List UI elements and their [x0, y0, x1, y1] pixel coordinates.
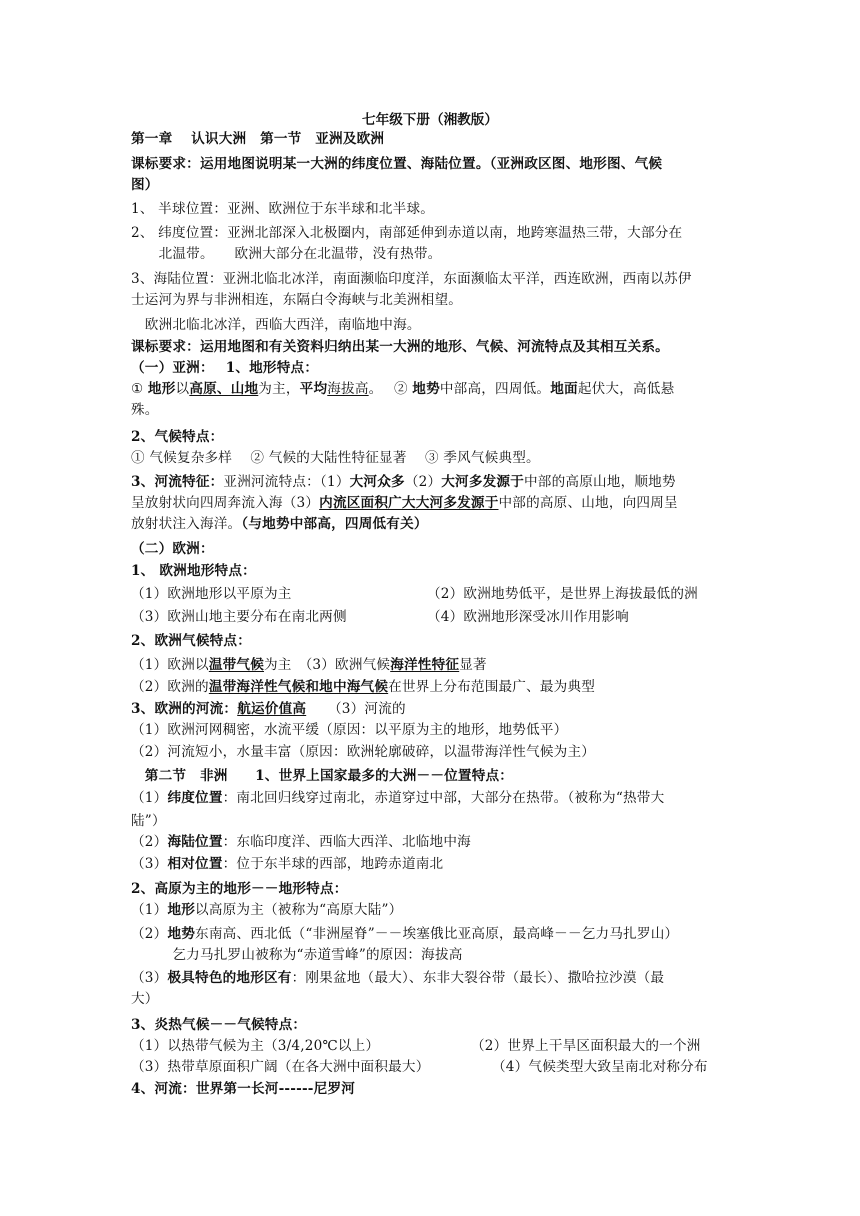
text-line — [131, 990, 741, 1008]
text-segment: 4、河流：世界第一长河------尼罗河 — [131, 1081, 356, 1097]
text-segment: 士运河为界与非洲相连，东隔白令海峡与北美洲相望。 — [131, 292, 463, 308]
text-segment: 课标要求：运用地图和有关资料归纳出某一大洲的地形、气候、河流特点及其相互关系。 — [131, 339, 669, 355]
text-line — [131, 880, 741, 898]
text-segment: （与地势中部高，四周低有关） — [241, 516, 428, 532]
text-segment: （3）热带草原面积广阔（在各大洲中面积最大） — [131, 1059, 430, 1075]
text-segment: 纬度位置 — [167, 790, 223, 806]
text-segment: （2）世界上干旱区面积最大的一个洲 — [471, 1038, 701, 1054]
text-line — [131, 245, 741, 263]
text-line — [131, 494, 741, 512]
text-segment: 呈放射状向四周奔流入海（3） — [131, 495, 320, 511]
text-line — [131, 946, 741, 964]
text-segment: （1）以热带气候为主（3/4,20℃以上） — [131, 1038, 380, 1054]
text-segment: 以高原为主（被称为“高原大陆”） — [195, 902, 403, 918]
text-segment: （2）欧洲的 — [131, 679, 209, 695]
text-segment: 3、河流特征： — [131, 474, 224, 490]
text-line — [131, 270, 741, 288]
text-segment: （1）欧洲地形以平原为主 — [131, 586, 292, 602]
text-segment: 1、 半球位置：亚洲、欧洲位于东半球和北半球。 — [131, 201, 435, 217]
text-segment: 地形 — [147, 381, 176, 397]
text-segment: 3、欧洲的河流： — [131, 701, 238, 717]
text-segment: ：位于东半球的西部，地跨赤道南北 — [222, 856, 444, 872]
text-segment: 海陆位置 — [167, 834, 223, 850]
text-segment: 海拔高 — [327, 381, 369, 397]
text-line — [131, 969, 741, 987]
text-segment: 内流区面积广大大河多发源于 — [319, 495, 499, 511]
text-line — [131, 380, 741, 398]
text-segment: ：东临印度洋、西临大西洋、北临地中海 — [222, 834, 471, 850]
text-line — [131, 359, 741, 377]
text-line — [131, 721, 741, 739]
text-line — [131, 1016, 741, 1034]
text-line — [131, 632, 741, 650]
text-segment: 3、炎热气候－－气候特点： — [131, 1017, 307, 1033]
text-segment: ① 气候复杂多样 ② 气候的大陆性特征显著 ③ 季风气候典型。 — [131, 450, 540, 466]
document-title: 七年级下册（湘教版） — [362, 112, 498, 128]
text-segment: （1） — [131, 790, 168, 806]
text-segment: 东南高、西北低（“非洲屋脊”－－埃塞俄比亚高原，最高峰－－乞力马扎罗山） — [195, 926, 679, 942]
text-segment: （2）欧洲地势低平，是世界上海拔最低的洲 — [427, 586, 698, 602]
text-segment: 大） — [131, 991, 159, 1007]
text-segment: 地形 — [167, 902, 196, 918]
text-segment: 第一章 认识大洲 第一节 亚洲及欧洲 — [131, 131, 385, 147]
text-line — [131, 515, 741, 533]
text-segment: 为主， — [258, 381, 300, 397]
text-line — [131, 812, 741, 830]
text-segment: （1）欧洲以 — [131, 657, 209, 673]
text-segment: 极具特色的地形区有 — [167, 970, 292, 986]
text-line — [131, 855, 741, 873]
text-segment: 欧洲北临北冰洋，西临大西洋，南临地中海。 — [131, 317, 421, 333]
text-segment: （4）欧洲地形深受冰川作用影响 — [427, 609, 629, 625]
text-segment: （2） — [404, 474, 442, 490]
text-line — [131, 449, 741, 467]
text-segment: ：刚果盆地（最大）、东非大裂谷带（最长）、撒哈拉沙漠（最 — [291, 970, 665, 986]
text-line — [131, 585, 741, 603]
text-segment: 2、 纬度位置：亚洲北部深入北极圈内，南部延伸到赤道以南，地跨寒温热三带，大部分在 — [131, 225, 683, 241]
text-line — [131, 767, 741, 785]
text-segment: 在世界上分布范围最广、最为典型 — [388, 679, 596, 695]
text-segment: 中部高，四周低。 — [439, 381, 551, 397]
text-line — [131, 176, 741, 194]
text-segment: （1）欧洲河网稠密，水流平缓（原因：以平原为主的地形，地势低平） — [131, 722, 568, 738]
text-segment: 3、海陆位置：亚洲北临北冰洋，南面濒临印度洋，东面濒临太平洋，西连欧洲，西南以苏伊 — [131, 271, 692, 287]
text-segment: （二）欧洲： — [131, 541, 214, 557]
text-segment: ：南北回归线穿过南北，赤道穿过中部，大部分在热带。（被称为“热带大 — [222, 790, 665, 806]
text-segment: 高原、山地 — [189, 381, 259, 397]
text-segment: （3） — [131, 970, 168, 986]
text-line — [131, 700, 741, 718]
text-segment: 航运价值高 — [237, 701, 307, 717]
text-segment: 地势 — [167, 926, 196, 942]
text-segment: 。 ② — [368, 381, 413, 397]
text-line — [131, 789, 741, 807]
text-segment: 起伏大，高低悬 — [577, 381, 675, 397]
text-line — [131, 562, 741, 580]
text-line — [131, 925, 741, 943]
text-line — [131, 656, 741, 674]
text-segment: （3）河流的 — [328, 701, 406, 717]
text-segment: （1） — [131, 902, 168, 918]
text-segment: 2、高原为主的地形－－地形特点： — [131, 881, 348, 897]
text-segment: 中部的高原、山地，向四周呈 — [498, 495, 678, 511]
text-segment: 2、欧洲气候特点： — [131, 633, 252, 649]
text-line — [131, 200, 741, 218]
text-line — [131, 428, 741, 446]
text-line — [131, 1058, 741, 1076]
text-line — [131, 401, 741, 419]
text-segment: 相对位置 — [167, 856, 223, 872]
text-line — [131, 678, 741, 696]
text-segment: 为主 （3）欧洲气候 — [264, 657, 391, 673]
text-segment: 平均 — [299, 381, 328, 397]
text-segment: 1、 欧洲地形特点： — [131, 563, 256, 579]
text-segment: 地势 — [412, 381, 440, 397]
text-line — [131, 901, 741, 919]
text-segment: （2） — [131, 834, 168, 850]
text-segment: 温带气候 — [208, 657, 265, 673]
text-segment: ① — [131, 381, 148, 397]
text-line — [131, 473, 741, 491]
text-segment: （3）欧洲山地主要分布在南北两侧 — [131, 609, 347, 625]
text-line — [131, 540, 741, 558]
text-segment: 地面 — [550, 381, 578, 397]
text-line — [131, 130, 741, 148]
text-segment: 图） — [131, 177, 159, 193]
text-segment: （2） — [131, 926, 168, 942]
text-line — [131, 1037, 741, 1055]
text-line — [131, 743, 741, 761]
text-segment: 显著 — [459, 657, 487, 673]
text-segment: 大河多发源于 — [441, 474, 525, 490]
text-segment: （4）气候类型大致呈南北对称分布 — [492, 1059, 708, 1075]
text-segment: 海洋性特征 — [390, 657, 460, 673]
text-segment: 温带海洋性气候和地中海气候 — [208, 679, 389, 695]
text-line — [131, 224, 741, 242]
text-segment: 北温带。 欧洲大部分在北温带，没有热带。 — [131, 246, 442, 262]
text-line — [131, 291, 741, 309]
text-segment: 第二节 非洲 1、世界上国家最多的大洲－－位置特点： — [131, 768, 514, 784]
text-segment: 大河众多 — [349, 474, 405, 490]
text-line — [131, 338, 741, 356]
text-segment: 课标要求：运用地图说明某一大洲的纬度位置、海陆位置。（亚洲政区图、地形图、气候 — [131, 156, 663, 172]
text-line — [131, 833, 741, 851]
text-segment: 放射状注入海洋。 — [131, 516, 242, 532]
text-line — [131, 1080, 741, 1098]
text-segment: 乞力马扎罗山被称为“赤道雪峰”的原因：海拔高 — [131, 947, 463, 963]
text-segment: （2）河流短小，水量丰富（原因：欧洲轮廓破碎，以温带海洋性气候为主） — [131, 744, 596, 760]
text-segment: 以 — [175, 381, 190, 397]
text-segment: 2、气候特点： — [131, 429, 224, 445]
text-segment: 陆”） — [131, 813, 166, 829]
text-line — [131, 155, 741, 173]
text-line — [131, 608, 741, 626]
text-segment: （一）亚洲： 1、地形特点： — [131, 360, 319, 376]
text-segment: 殊。 — [131, 402, 159, 418]
text-segment: 亚洲河流特点：（1） — [223, 474, 350, 490]
text-line — [131, 316, 741, 334]
text-segment: （3） — [131, 856, 168, 872]
text-segment: 中部的高原山地，顺地势 — [524, 474, 676, 490]
